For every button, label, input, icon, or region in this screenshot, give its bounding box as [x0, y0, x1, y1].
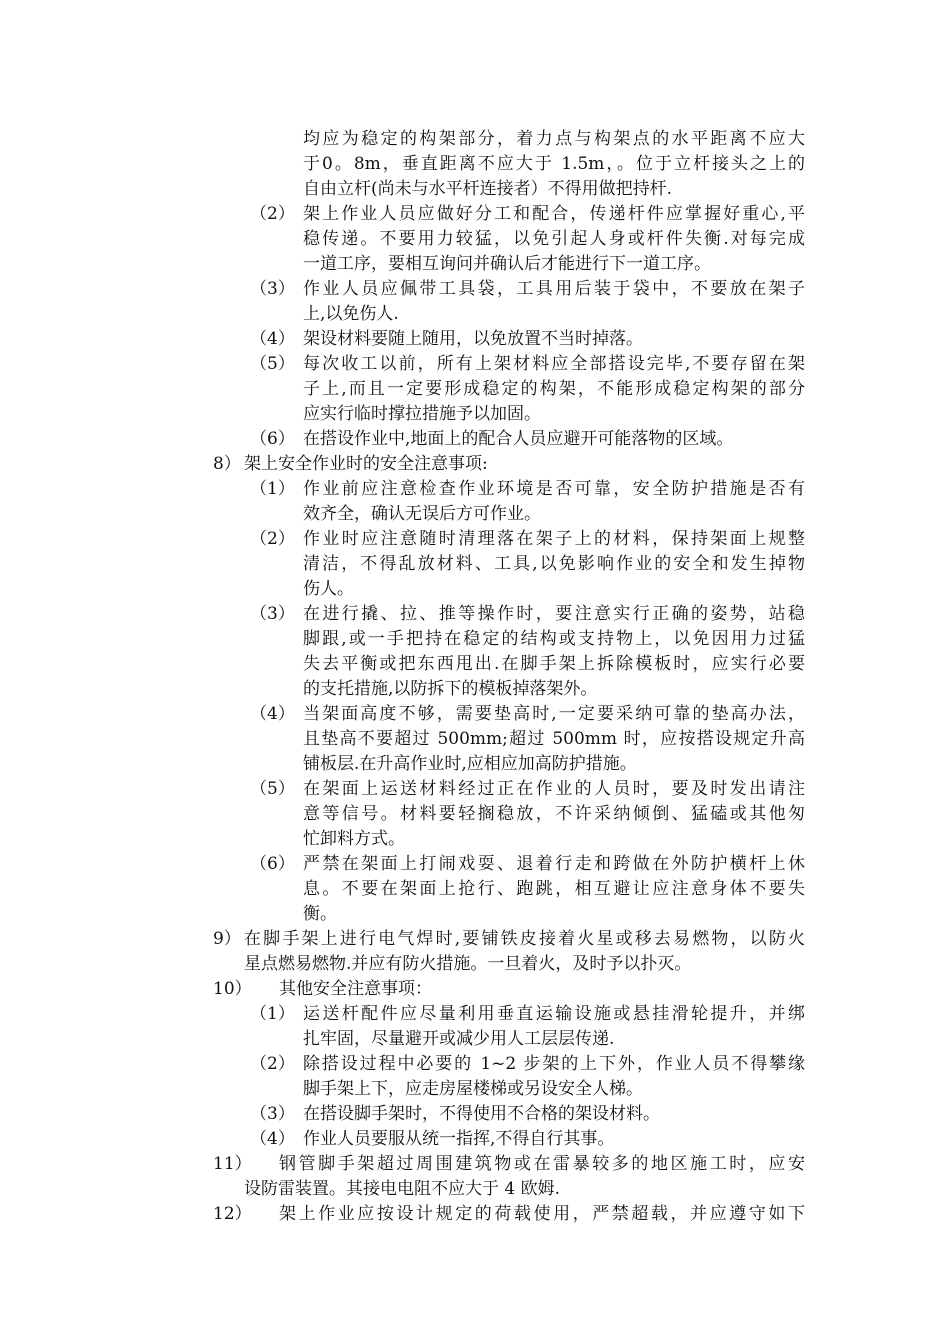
- text-line: 息。不要在架面上抢行、跑跳，相互避让应注意身体不要失: [303, 879, 805, 899]
- text-line: 效齐全，确认无误后方可作业。: [303, 504, 541, 524]
- text-line: 一道工序，要相互询问并确认后才能进行下一道工序。: [303, 254, 711, 274]
- text-line: 除搭设过程中必要的 1~2 步架的上下外，作业人员不得攀缘: [303, 1054, 805, 1074]
- item-number: （3）: [250, 279, 295, 299]
- text-line: 应实行临时撑拉措施予以加固。: [303, 404, 541, 424]
- text-line: 在搭设作业中,地面上的配合人员应避开可能落物的区域。: [303, 429, 734, 449]
- text-line: 架上作业应按设计规定的荷载使用，严禁超载，并应遵守如下: [279, 1204, 805, 1224]
- text-line: 脚手架上下，应走房屋楼梯或另设安全人梯。: [303, 1079, 643, 1099]
- text-line: 扎牢固，尽量避开或减少用人工层层传递.: [303, 1029, 615, 1049]
- text-line: 运送杆配件应尽量利用垂直运输设施或悬挂滑轮提升，并绑: [303, 1004, 805, 1024]
- section-number: 9）: [213, 929, 241, 949]
- text-line: 稳传递。不要用力较猛，以免引起人身或杆件失衡.对每完成: [303, 229, 805, 249]
- text-line: 作业前应注意检查作业环境是否可靠，安全防护措施是否有: [303, 479, 805, 499]
- text-line: 作业时应注意随时清理落在架子上的材料，保持架面上规整: [303, 529, 805, 549]
- item-number: （6）: [250, 429, 295, 449]
- text-line: 当架面高度不够，需要垫高时,一定要采纳可靠的垫高办法，: [303, 704, 805, 724]
- text-line: 设防雷装置。其接电电阻不应大于 4 欧姆.: [244, 1179, 561, 1199]
- text-line: 子上,而且一定要形成稳定的构架，不能形成稳定构架的部分: [303, 379, 805, 399]
- text-line: 铺板层.在升高作业时,应相应加高防护措施。: [303, 754, 637, 774]
- text-line: 伤人。: [303, 579, 354, 599]
- section-number: 12）: [213, 1204, 252, 1224]
- item-number: （2）: [250, 529, 295, 549]
- text-line: 忙卸料方式。: [303, 829, 405, 849]
- item-number: （5）: [250, 354, 295, 374]
- item-number: （2）: [250, 204, 295, 224]
- item-number: （6）: [250, 854, 295, 874]
- section-number: 11）: [213, 1154, 252, 1174]
- item-number: （1）: [250, 1004, 295, 1024]
- item-number: （1）: [250, 479, 295, 499]
- item-number: （2）: [250, 1054, 295, 1074]
- item-number: （4）: [250, 329, 295, 349]
- text-line: 每次收工以前，所有上架材料应全部搭设完毕,不要存留在架: [303, 354, 805, 374]
- text-line: 作业人员应佩带工具袋，工具用后装于袋中，不要放在架子: [303, 279, 805, 299]
- section-title: 其他安全注意事项：: [279, 979, 432, 999]
- text-line: 衡。: [303, 904, 337, 924]
- text-line: 且垫高不要超过 500mm;超过 500mm 时，应按搭设规定升高: [303, 729, 805, 749]
- section-number: 8）: [213, 454, 241, 474]
- item-number: （4）: [250, 704, 295, 724]
- section-title: 架上安全作业时的安全注意事项:: [244, 454, 488, 474]
- text-line: 上,以免伤人.: [303, 304, 399, 324]
- item-number: （4）: [250, 1129, 295, 1149]
- text-line: 在进行撬、拉、推等操作时，要注意实行正确的姿势，站稳: [303, 604, 805, 624]
- text-line: 架上作业人员应做好分工和配合，传递杆件应掌握好重心,平: [303, 204, 805, 224]
- text-line: 在搭设脚手架时，不得使用不合格的架设材料。: [303, 1104, 660, 1124]
- text-line: 清洁，不得乱放材料、工具,以免影响作业的安全和发生掉物: [303, 554, 805, 574]
- item-number: （3）: [250, 1104, 295, 1124]
- text-line: 钢管脚手架超过周围建筑物或在雷暴较多的地区施工时，应安: [279, 1154, 805, 1174]
- text-line: 在脚手架上进行电气焊时,要铺铁皮接着火星或移去易燃物，以防火: [244, 929, 805, 949]
- item-number: （3）: [250, 604, 295, 624]
- text-line: 的支托措施,以防拆下的模板掉落架外。: [303, 679, 598, 699]
- text-line: 星点燃易燃物.并应有防火措施。一旦着火，及时予以扑灭。: [244, 954, 692, 974]
- text-line: 于0。8m，垂直距离不应大于 1.5m，。位于立杆接头之上的: [303, 154, 805, 174]
- text-line: 作业人员要服从统一指挥,不得自行其事。: [303, 1129, 615, 1149]
- section-number: 10）: [213, 979, 252, 999]
- text-line: 意等信号。材料要轻搁稳放，不许采纳倾倒、猛磕或其他匆: [303, 804, 805, 824]
- text-line: 严禁在架面上打闹戏耍、退着行走和跨做在外防护横杆上休: [303, 854, 805, 874]
- text-line: 脚跟,或一手把持在稳定的结构或支持物上，以免因用力过猛: [303, 629, 805, 649]
- text-line: 在架面上运送材料经过正在作业的人员时，要及时发出请注: [303, 779, 805, 799]
- item-number: （5）: [250, 779, 295, 799]
- text-line: 失去平衡或把东西甩出.在脚手架上拆除模板时，应实行必要: [303, 654, 805, 674]
- text-line: 均应为稳定的构架部分，着力点与构架点的水平距离不应大: [303, 129, 805, 149]
- text-line: 自由立杆(尚未与水平杆连接者）不得用做把持杆.: [303, 179, 673, 199]
- text-line: 架设材料要随上随用，以免放置不当时掉落。: [303, 329, 643, 349]
